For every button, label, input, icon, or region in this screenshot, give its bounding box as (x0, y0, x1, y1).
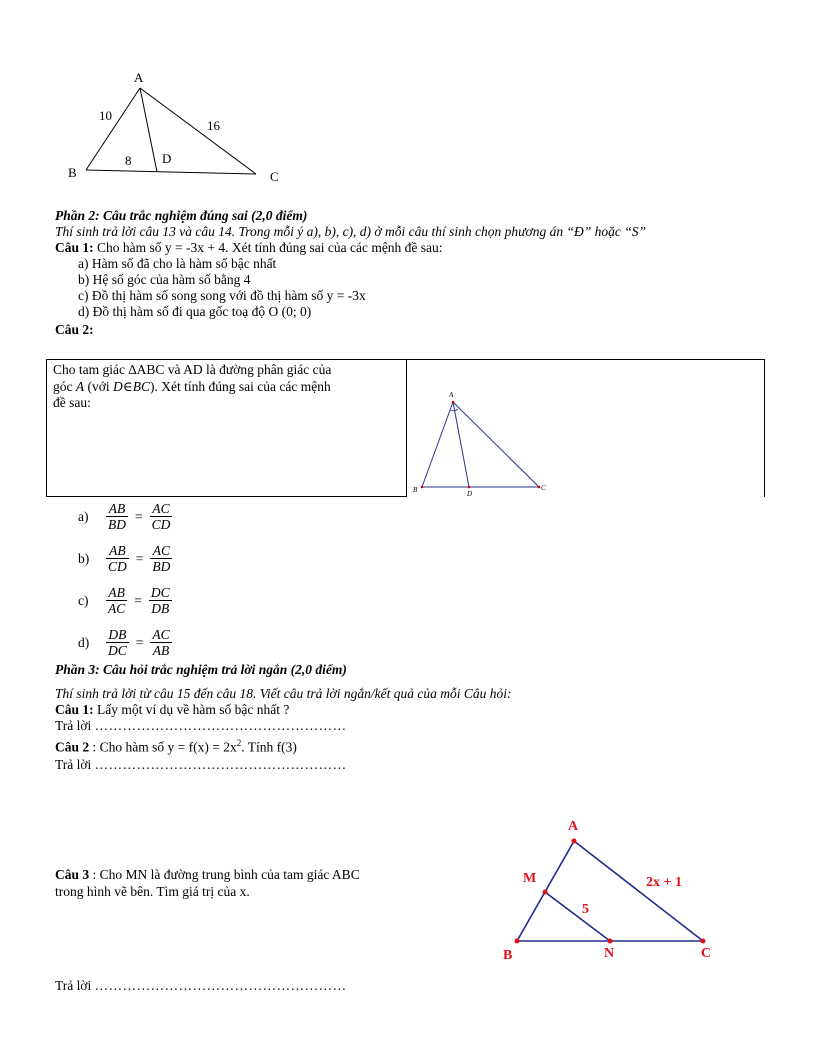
part3-q3: Câu 3 : Cho MN là đường trung bình của tam giác ABC (55, 867, 360, 882)
fig3-label-mn: 5 (582, 902, 589, 917)
part3-q3-answer[interactable]: Trả lời ……………………………………………… (55, 978, 347, 993)
fig1-label-bd: 8 (125, 153, 132, 168)
part2-q2-label: Câu 2: (55, 322, 94, 337)
part3-q2-label: Câu 2 (55, 739, 90, 755)
part2-title: Phần 2: Câu trắc nghiệm đúng sai (2,0 điểm) (55, 208, 308, 223)
q2-box-line1: Cho tam giác ∆ABC và AD là đường phân giác của (53, 362, 332, 377)
q2-item-b-right-fraction: $\frac{AC}{BD}$ (152, 543, 171, 574)
part2-q1-item-b: b) Hệ số góc của hàm số bằng 4 (78, 272, 251, 287)
q2-item-d-right-fraction: $\frac{AC}{AB}$ (152, 627, 170, 658)
q2-item-a: a) $\frac{AB}{BD}$ = $\frac{AC}{CD}$ (78, 501, 171, 532)
fig3-label-c: C (701, 946, 712, 961)
fig1-label-ac: 16 (207, 118, 220, 133)
q2-item-d: d) $\frac{DB}{DC}$ = $\frac{AC}{AB}$ (78, 627, 170, 658)
part3-instruction: Thí sinh trả lời từ câu 15 đến câu 18. Viết câu trả lời ngắn/kết quả của mỗi Câu hỏi: (55, 686, 512, 701)
q2-item-a-label: a) (78, 508, 89, 524)
q2-item-b-label: b) (78, 550, 90, 566)
q2-box-line3: đề sau: (53, 395, 91, 410)
fig1-label-c: C (270, 169, 279, 184)
fig3-label-ac: 2x + 1 (646, 875, 682, 890)
midline-triangle-figure (500, 825, 720, 955)
part2-q1-text: Cho hàm số y = -3x + 4. Xét tính đúng sai của các mệnh đề sau: (93, 240, 443, 255)
q2-item-d-label: d) (78, 634, 90, 650)
part2-instruction: Thí sinh trả lời câu 13 và câu 14. Trong mỗi ý a), b), c), d) ở mỗi câu thí sinh chọn phương án “Đ” hoặc “S” (55, 224, 646, 239)
fig2-label-a: A (449, 391, 454, 399)
q2-item-c-label: c) (78, 592, 89, 608)
part2-q1-item-c: c) Đồ thị hàm số song song với đồ thị hàm số y = -3x (78, 288, 366, 303)
part2-q1-item-a: a) Hàm số đã cho là hàm số bậc nhất (78, 256, 277, 271)
q2-item-b-left-fraction: $\frac{AB}{CD}$ (108, 543, 127, 574)
q2-item-a-left-fraction: $\frac{AB}{BD}$ (108, 501, 126, 532)
fig1-label-d: D (162, 151, 172, 166)
fig3-label-b: B (503, 948, 513, 963)
q2-item-c-left-fraction: $\frac{AB}{AC}$ (108, 585, 126, 616)
fig3-label-a: A (568, 819, 579, 834)
part3-q2-answer[interactable]: Trả lời ……………………………………………… (55, 757, 347, 772)
fig1-label-ab: 10 (99, 108, 112, 123)
triangle-bisector-figure (410, 390, 550, 500)
part3-q3-line2: trong hình vẽ bên. Tìm giá trị của x. (55, 884, 250, 899)
q2-item-d-left-fraction: $\frac{DB}{DC}$ (108, 627, 127, 658)
fig2-label-b: B (413, 486, 418, 494)
fig1-label-a: A (134, 70, 144, 85)
fig3-label-n: N (604, 946, 615, 961)
part3-q3-label: Câu 3 (55, 867, 90, 882)
q2-item-b: b) $\frac{AB}{CD}$ = $\frac{AC}{BD}$ (78, 543, 171, 574)
fig1-label-b: B (68, 165, 77, 180)
part3-q1-label: Câu 1: (55, 702, 94, 717)
q2-box-line2: góc A (với D∈BC). Xét tính đúng sai của các mệnh (53, 379, 331, 394)
q2-item-c: c) $\frac{AB}{AC}$ = $\frac{DC}{DB}$ (78, 585, 170, 616)
fig3-label-m: M (523, 871, 537, 886)
part2-q1 (55, 240, 443, 256)
q2-item-c-right-fraction: $\frac{DC}{DB}$ (150, 585, 170, 616)
part3-q1-answer[interactable]: Trả lời ……………………………………………… (55, 718, 347, 733)
fig2-label-c: C (541, 484, 546, 492)
part3-q1-text: Lấy một ví dụ về hàm số bậc nhất ? (93, 702, 290, 717)
q2-item-a-right-fraction: $\frac{AC}{CD}$ (151, 501, 171, 532)
fig2-label-d: D (467, 490, 473, 498)
part3-q1 (55, 702, 289, 718)
part3-title: Phần 3: Câu hỏi trắc nghiệm trả lời ngắn (2,0 điểm) (55, 662, 347, 677)
part2-q1-item-d: d) Đồ thị hàm số đi qua gốc toạ độ O (0; 0) (78, 304, 312, 319)
part2-q1-label: Câu 1: (55, 240, 94, 255)
triangle-abd-figure (60, 66, 300, 191)
part3-q2: Câu 2 : Cho hàm số $y = f(x) = 2x^2$. Tính f(3) (55, 738, 297, 755)
